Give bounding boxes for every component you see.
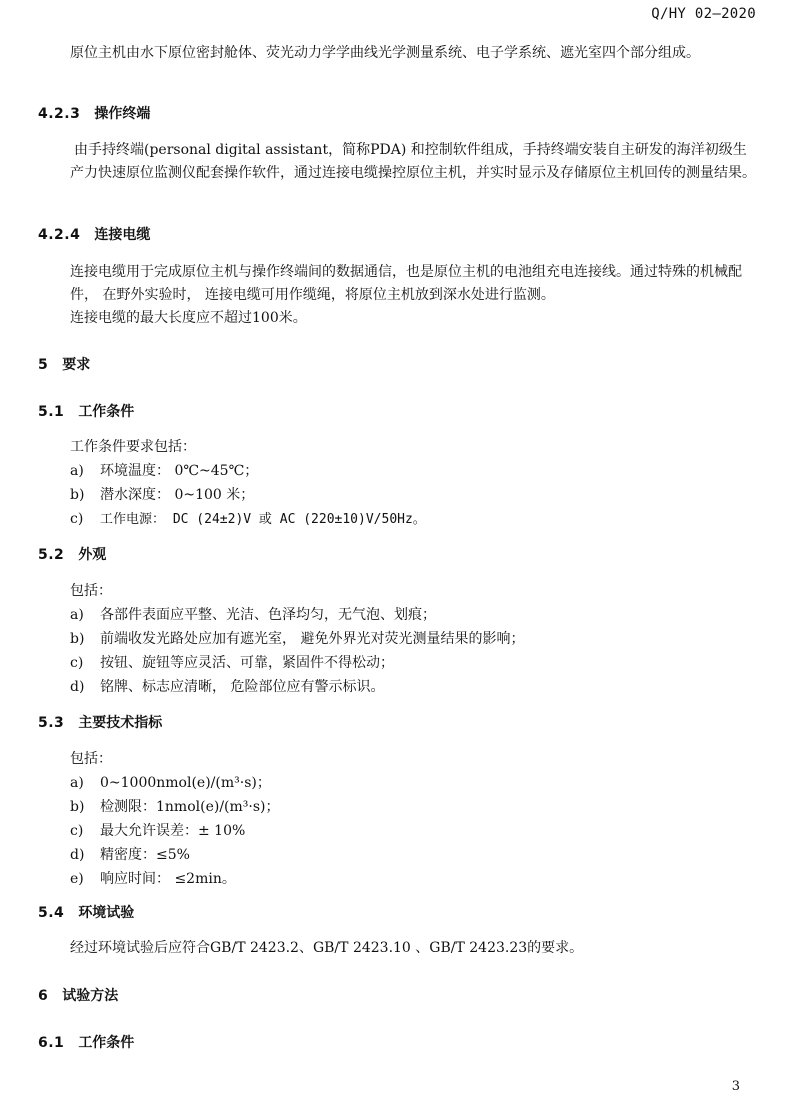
- list-item: [70, 509, 426, 530]
- section-heading-5-3: [38, 713, 162, 733]
- section-title: 要求: [62, 357, 91, 373]
- intro-paragraph: 原位主机由水下原位密封舱体、荧光动力学学曲线光学测量系统、电子学系统、遮光室四个部分组成。: [70, 45, 700, 61]
- section-title: 工作条件: [78, 404, 135, 420]
- section-number: 5.3: [38, 715, 65, 731]
- list-item: [70, 869, 236, 889]
- section-title: 主要技术指标: [78, 715, 163, 731]
- list-text: 工作电源： DC (24±2)V 或 AC (220±10)V/50Hz。: [100, 512, 426, 527]
- section-5-4-text: 经过环境试验后应符合GB/T 2423.2、GB/T 2423.10 、GB/T 2423.23的要求。: [70, 940, 584, 956]
- list-marker: b): [70, 631, 85, 647]
- list-marker: e): [70, 871, 84, 887]
- section-title: 外观: [78, 547, 107, 563]
- section-4-2-3-text: 由手持终端(personal digital assistant，简称PDA) 和控制软件组成，手持终端安装自主研发的海洋初级生产力快速原位监测仪配套操作软件，通过连接电缆操控原位主机，并实时显示及存储原位主机回传的测量结果。: [70, 142, 756, 181]
- list-text: 响应时间： ≤2min。: [100, 871, 236, 887]
- list-text: 环境温度： 0℃~45℃；: [100, 463, 259, 479]
- list-marker: b): [70, 799, 85, 815]
- section-heading-4-2-4: [38, 225, 150, 245]
- page-number: 3: [731, 1079, 740, 1094]
- list-item: [70, 677, 384, 697]
- list-item: [70, 605, 436, 625]
- section-4-2-4-text-1: 连接电缆用于完成原位主机与操作终端间的数据通信，也是原位主机的电池组充电连接线。通过特殊的机械配件， 在野外实验时， 连接电缆可用作缆绳，将原位主机放到深水处进行监测。: [70, 264, 742, 303]
- section-heading-4-2-3: [38, 104, 150, 124]
- section-heading-5-4: [38, 903, 134, 923]
- section-number: 5.4: [38, 905, 65, 921]
- section-title: 操作终端: [94, 106, 151, 122]
- list-marker: d): [70, 679, 85, 695]
- list-marker: d): [70, 847, 85, 863]
- list-marker: b): [70, 487, 85, 503]
- list-item: [70, 845, 190, 865]
- section-title: 连接电缆: [94, 227, 151, 243]
- document-code: Q/HY 02—2020: [651, 6, 756, 22]
- list-marker: a): [70, 607, 84, 623]
- list-marker: a): [70, 775, 84, 791]
- section-number: 4.2.3: [38, 106, 81, 122]
- section-number: 5.2: [38, 547, 65, 563]
- list-item: [70, 797, 279, 817]
- section-5-3-intro: 包括：: [70, 751, 112, 767]
- section-number: 5: [38, 357, 49, 373]
- list-marker: a): [70, 463, 84, 479]
- section-title: 试验方法: [62, 988, 119, 1004]
- list-marker: c): [70, 823, 84, 839]
- list-marker: c): [70, 511, 84, 527]
- list-item: [70, 773, 271, 793]
- list-text: 检测限：1nmol(e)/(m³·s)；: [100, 799, 280, 815]
- list-text: 前端收发光路处应加有遮光室， 避免外界光对荧光测量结果的影响；: [100, 631, 525, 647]
- section-5-2-intro: 包括：: [70, 583, 112, 599]
- list-text: 按钮、旋钮等应灵活、可靠，紧固件不得松动；: [100, 655, 394, 671]
- section-heading-6-1: [38, 1033, 134, 1053]
- section-heading-5-1: [38, 402, 134, 422]
- section-number: 6.1: [38, 1035, 65, 1051]
- list-text: 铭牌、标志应清晰， 危险部位应有警示标识。: [100, 679, 385, 695]
- section-5-1-intro: 工作条件要求包括：: [70, 439, 196, 455]
- list-text: 各部件表面应平整、光洁、色泽均匀，无气泡、划痕；: [100, 607, 436, 623]
- section-number: 6: [38, 988, 49, 1004]
- list-item: [70, 485, 254, 505]
- section-title: 环境试验: [78, 905, 135, 921]
- list-item: [70, 629, 524, 649]
- list-item: [70, 653, 394, 673]
- list-text: 0~1000nmol(e)/(m³·s)；: [100, 775, 271, 791]
- list-text: 潜水深度： 0~100 米；: [100, 487, 255, 503]
- section-number: 4.2.4: [38, 227, 81, 243]
- list-item: [70, 461, 258, 481]
- section-heading-6: [38, 986, 118, 1006]
- section-title: 工作条件: [78, 1035, 135, 1051]
- list-marker: c): [70, 655, 84, 671]
- section-number: 5.1: [38, 404, 65, 420]
- section-heading-5: [38, 355, 90, 375]
- section-heading-5-2: [38, 545, 106, 565]
- list-text: 最大允许误差：± 10%: [100, 823, 246, 839]
- list-text: 精密度：≤5%: [100, 847, 190, 863]
- section-4-2-4-text-2: 连接电缆的最大长度应不超过100米。: [70, 310, 307, 326]
- list-item: [70, 821, 245, 841]
